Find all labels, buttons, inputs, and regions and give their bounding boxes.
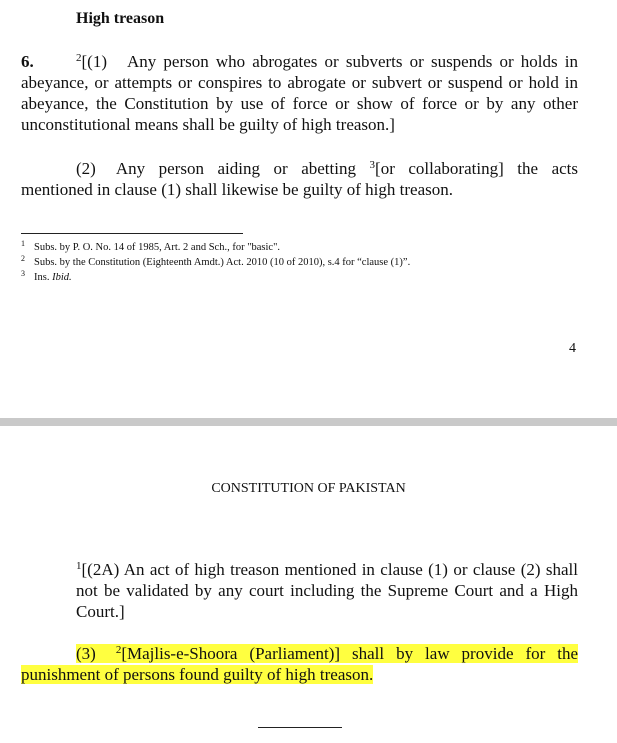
footnote-text: Ins. [34,272,53,283]
footnote-ref-1: 1 [76,560,82,572]
page-separator [0,418,617,426]
footnote-ref-3: 3 [369,159,376,171]
footnote-3 [21,271,72,284]
clause-2-text-a: Any person aiding or abetting [115,159,370,178]
clause-3 [21,643,578,685]
clause-1 [21,51,578,135]
footnote-ref-2: 2 [115,644,122,656]
footnote-rule-bottom [258,727,342,728]
clause-2-text-b: [or collaborating] the acts mentioned in clause (1) shall likewise be guilty of high treason. [21,159,579,199]
clause-1-label: [(1) [81,52,107,71]
highlighted-text [21,644,578,684]
clause-2a [76,559,578,622]
clause-2 [21,158,578,200]
footnote-text-italic: Ibid. [52,272,72,283]
clause-1-text: Any person who abrogates or subverts or suspends or holds in abeyance, or attempts or conspires to abrogate or subvert or suspend or hold in abeyance, the Constitution by use of force or show of force or by any other unconstitutional means shall be guilty of high treason.] [21,52,578,134]
footnote-text: Subs. by P. O. No. 14 of 1985, Art. 2 and Sch., for "basic". [34,242,280,253]
section-heading: High treason [76,10,165,27]
footnote-2 [21,256,410,269]
footnote-text: Subs. by the Constitution (Eighteenth Amdt.) Act. 2010 (10 of 2010), s.4 for “clause (1)”. [34,257,411,268]
footnote-ref-2: 2 [76,52,82,64]
clause-3-label: (3) [76,644,96,663]
footnote-mark: 1 [21,239,25,248]
section-number: 6. [21,52,34,71]
footnote-rule [21,233,243,234]
page-number: 4 [569,341,576,356]
footnote-1 [21,241,280,254]
clause-3-text: [Majlis-e-Shoora (Parliament)] shall by law provide for the punishment of persons found guilty of high treason. [21,644,578,684]
clause-2a-text: [(2A) An act of high treason mentioned in clause (1) or clause (2) shall not be validated by any court including the Supreme Court and a High Court.] [76,560,578,621]
footnote-mark: 2 [21,254,25,263]
clause-2-label: (2) [76,159,96,178]
running-head: CONSTITUTION OF PAKISTAN [211,481,406,496]
footnote-mark: 3 [21,269,25,278]
